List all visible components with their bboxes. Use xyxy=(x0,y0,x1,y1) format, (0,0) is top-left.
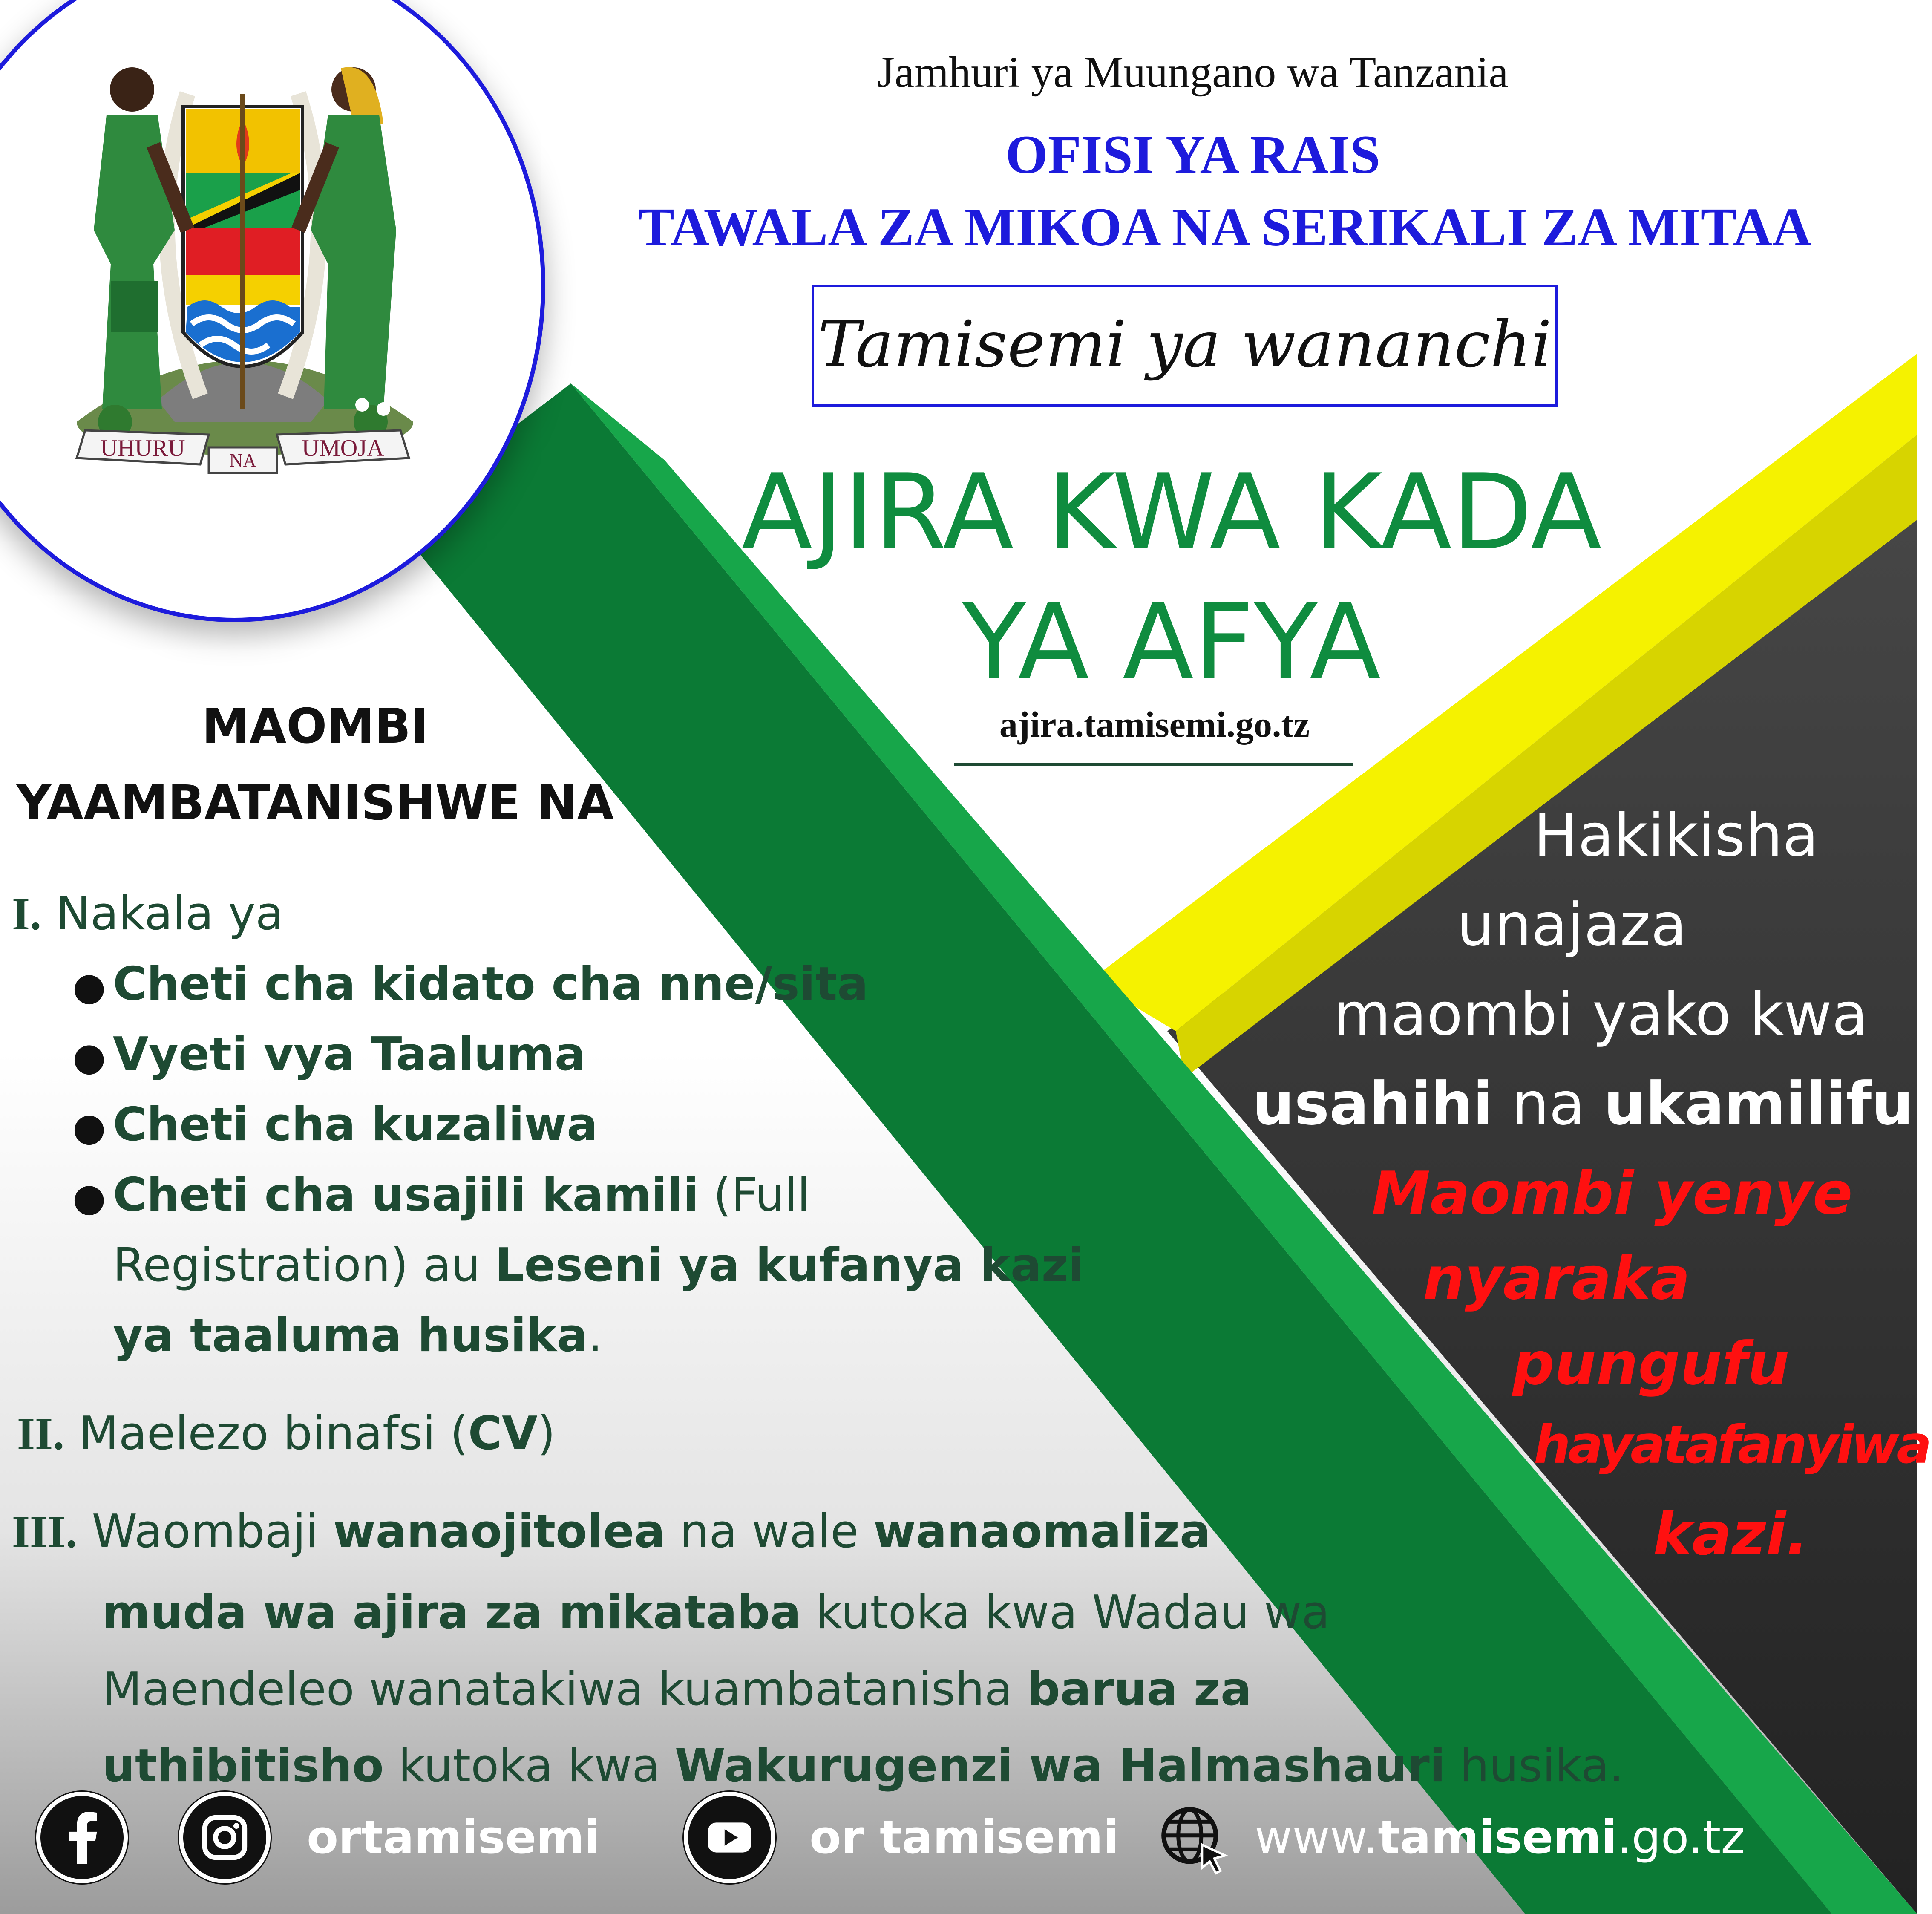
notice-line-2: unajaza xyxy=(1457,891,1687,959)
notice-line-3: maombi yako kwa xyxy=(1333,980,1868,1049)
bullet-text: Vyeti vya Taaluma xyxy=(113,1028,586,1081)
coat-of-arms-icon xyxy=(47,26,439,486)
bullet-dot-icon: ● xyxy=(72,1175,106,1220)
motto-left: UHURU xyxy=(100,435,185,461)
bullet-dot-icon: ● xyxy=(72,1035,106,1079)
website-underline xyxy=(954,763,1353,766)
slogan-box xyxy=(812,285,1558,407)
item-1-text: Nakala ya xyxy=(56,887,284,940)
numeral-1: I. xyxy=(12,889,42,940)
requirements-heading-1: MAOMBI xyxy=(202,699,429,754)
requirements-heading-2: YAAMBATANISHWE NA xyxy=(16,775,614,831)
website-link[interactable]: www.tamisemi.go.tz xyxy=(1255,1811,1745,1864)
header-office: OFISI YA RAIS xyxy=(1005,124,1380,185)
warning-line-2: nyaraka xyxy=(1423,1244,1690,1313)
bullet-dot-icon: ● xyxy=(72,964,106,1009)
instagram-button[interactable] xyxy=(183,1796,266,1879)
motto-right: UMOJA xyxy=(302,435,384,461)
warning-line-4: hayatafanyiwa xyxy=(1534,1415,1929,1475)
facebook-button[interactable] xyxy=(40,1796,124,1879)
requirement-item-3: III. Waombaji wanaojitolea na wale wanaomaliza xyxy=(12,1505,1211,1558)
bullet-continuation: ya taaluma husika. xyxy=(113,1309,603,1362)
requirement-item-3-line-2: muda wa ajira za mikataba kutoka kwa Wadau wa xyxy=(102,1586,1330,1639)
facebook-icon xyxy=(40,1796,124,1879)
header-ministry: TAWALA ZA MIKOA NA SERIKALI ZA MITAA xyxy=(638,197,1812,257)
bullet-item xyxy=(72,1027,586,1082)
youtube-icon xyxy=(688,1796,771,1879)
instagram-icon xyxy=(183,1796,266,1879)
motto-center: NA xyxy=(229,450,256,471)
application-website-link[interactable]: ajira.tamisemi.go.tz xyxy=(999,704,1310,745)
bullet-continuation: Registration) au Leseni ya kufanya kazi xyxy=(113,1239,1084,1292)
requirement-item-3-line-3: Maendeleo wanatakiwa kuambatanisha barua za xyxy=(102,1663,1252,1716)
slogan: Tamisemi ya wananchi xyxy=(818,308,1552,382)
social-handle[interactable]: ortamisemi xyxy=(307,1811,600,1864)
notice-line-1: Hakikisha xyxy=(1534,801,1819,870)
title-line-2: YA AFYA xyxy=(962,582,1381,703)
title-line-1: AJIRA KWA KADA xyxy=(741,452,1602,573)
bullet-dot-icon: ● xyxy=(72,1105,106,1150)
header-republic: Jamhuri ya Muungano wa Tanzania xyxy=(877,48,1509,97)
bullet-item xyxy=(72,957,868,1012)
bullet-text: Cheti cha kuzaliwa xyxy=(113,1098,598,1151)
requirement-item-1 xyxy=(12,886,284,942)
warning-line-3: pungufu xyxy=(1512,1329,1790,1398)
youtube-button[interactable] xyxy=(688,1796,771,1879)
bullet-item: ● Cheti cha usajili kamili (Full xyxy=(72,1168,810,1222)
requirement-item-3-line-4: uthibitisho kutoka kwa Wakurugenzi wa Halmashauri husika. xyxy=(102,1739,1624,1793)
bullet-text: Cheti cha kidato cha nne/sita xyxy=(113,957,869,1011)
globe-icon xyxy=(1155,1800,1231,1877)
warning-line-5: kazi. xyxy=(1653,1500,1808,1568)
numeral-2: II. xyxy=(17,1409,65,1459)
youtube-handle[interactable]: or tamisemi xyxy=(809,1811,1119,1864)
bullet-item xyxy=(72,1097,598,1153)
warning-line-1: Maombi yenye xyxy=(1372,1159,1853,1228)
requirement-item-2: II. Maelezo binafsi (CV) xyxy=(17,1407,556,1460)
notice-line-4: usahihi na ukamilifu. xyxy=(1252,1069,1932,1138)
numeral-3: III. xyxy=(12,1507,78,1557)
